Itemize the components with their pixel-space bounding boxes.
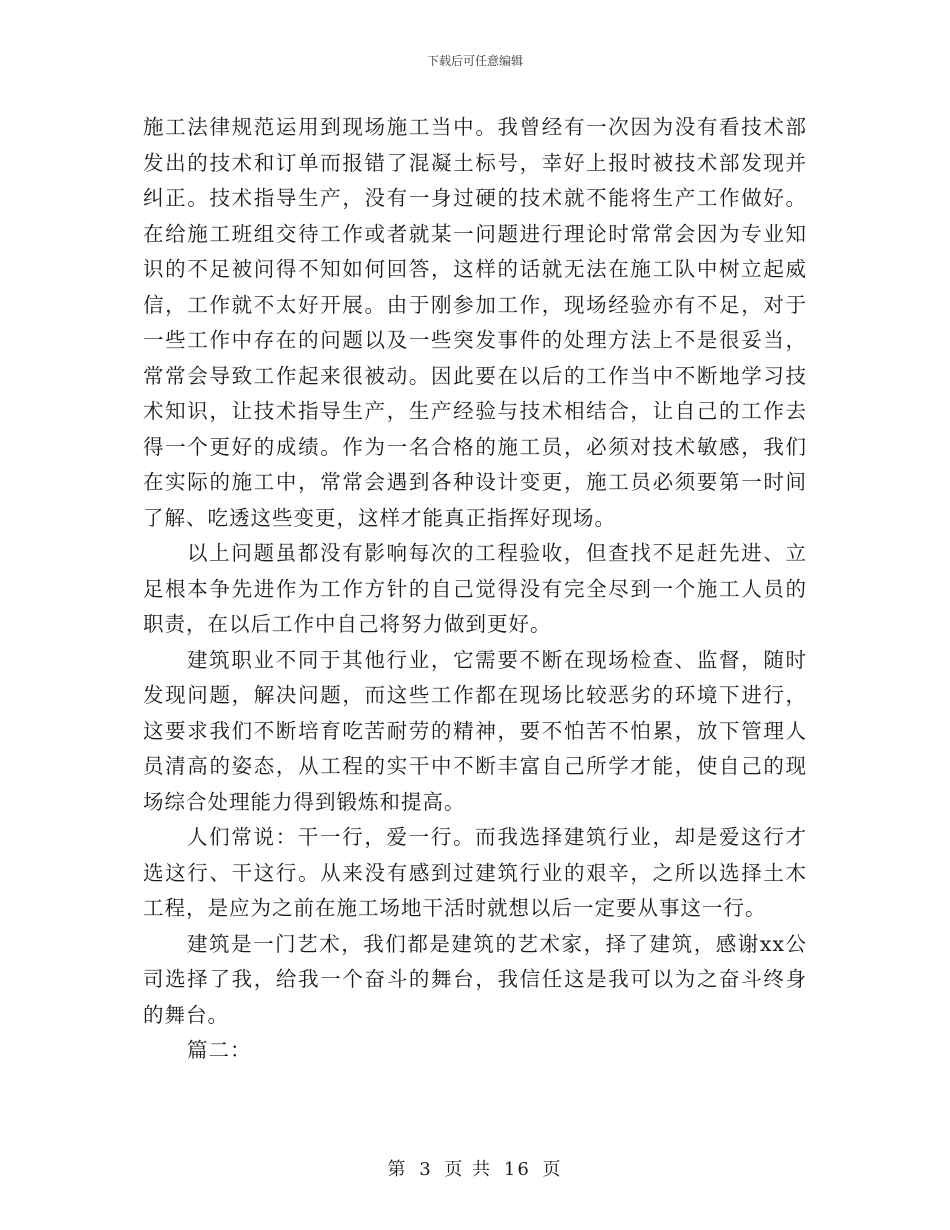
total-page-count: 16 — [503, 1159, 531, 1180]
paragraph-2: 以上问题虽都没有影响每次的工程验收，但查找不足赶先进、立足根本争先进作为工作方针的自己觉得没有完全尽到一个施工人员的职责，在以后工作中自己将努力做到更好。 — [143, 541, 807, 636]
page-number-footer — [0, 1155, 950, 1181]
paragraph-3: 建筑职业不同于其他行业，它需要不断在现场检查、监督，随时发现问题，解决问题，而这些工作都在现场比较恶劣的环境下进行，这要求我们不断培育吃苦耐劳的精神，要不怕苦不怕累，放下管理人员清高的姿态，从工程的实干中不断丰富自己所学才能，使自己的现场综合处理能力得到锻炼和提高。 — [143, 647, 807, 814]
document-body — [143, 110, 807, 1069]
paragraph-4: 人们常说：干一行，爱一行。而我选择建筑行业，却是爱这行才选这行、干这行。从来没有感到过建筑行业的艰辛，之所以选择土木工程，是应为之前在施工场地干活时就想以后一定要从事这一行。 — [143, 825, 807, 920]
paragraph-1: 施工法律规范运用到现场施工当中。我曾经有一次因为没有看技术部发出的技术和订单而报错了混凝土标号，幸好上报时被技术部发现并纠正。技术指导生产，没有一身过硬的技术就不能将生产工作做好。在给施工班组交待工作或者就某一问题进行理论时常常会因为专业知识的不足被问得不知如何回答，这样的话就无法在施工队中树立起威信，工作就不太好开展。由于刚参加工作，现场经验亦有不足，对于一些工作中存在的问题以及一些突发事件的处理方法上不是很妥当，常常会导致工作起来很被动。因此要在以后的工作当中不断地学习技术知识，让技术指导生产，生产经验与技术相结合，让自己的工作去得一个更好的成绩。作为一名合格的施工员，必须对技术敏感，我们在实际的施工中，常常会遇到各种设计变更，施工员必须要第一时间了解、吃透这些变更，这样才能真正指挥好现场。 — [143, 115, 807, 530]
footer-middle: 页 共 — [444, 1159, 493, 1180]
section-heading: 篇二： — [187, 1038, 252, 1062]
footer-suffix: 页 — [542, 1159, 563, 1180]
current-page-number: 3 — [419, 1159, 433, 1180]
paragraph-5: 建筑是一门艺术，我们都是建筑的艺术家，择了建筑，感谢xx公司选择了我，给我一个奋斗的舞台，我信任这是我可以为之奋斗终身的舞台。 — [143, 931, 807, 1027]
page-header: 下载后可任意编辑 — [426, 54, 523, 68]
footer-prefix: 第 — [387, 1159, 408, 1180]
